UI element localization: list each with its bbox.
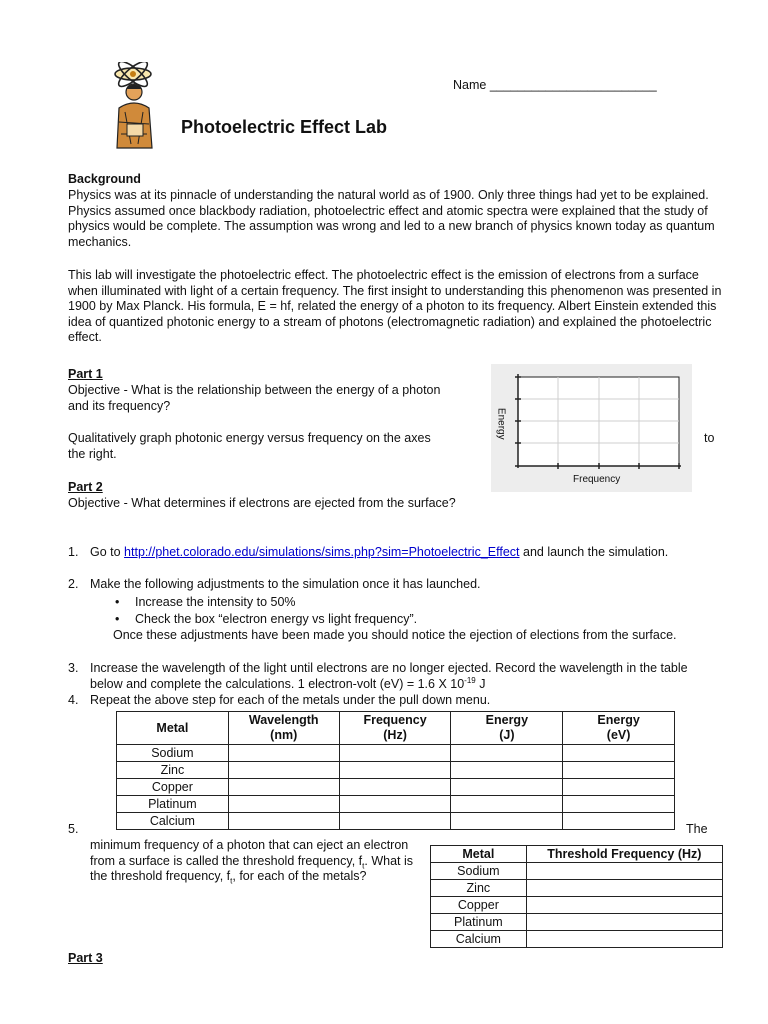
background-paragraph-1: Physics was at its pinnacle of understanding the natural world as of 1900. Only three things had yet to be explained. Physics assumed once blackbody radiation, photoelectric effect and atomic spectra were explained that the study of physics would be complete. The assumption was wrong and led to a new branch of physics known today as quantum mechanics.: [68, 188, 715, 249]
part1-objective: Objective - What is the relationship between the energy of a photon and its frequency?: [68, 383, 441, 413]
answer-cell[interactable]: [339, 745, 451, 762]
step-5-number: 5.: [68, 822, 79, 836]
answer-cell[interactable]: [339, 779, 451, 796]
metal-cell: Calcium: [431, 931, 527, 948]
part1-the-right: the right.: [68, 447, 117, 461]
part1-instruction: Qualitatively graph photonic energy versus frequency on the axes: [68, 431, 431, 445]
background-paragraph-2: This lab will investigate the photoelectric effect. The photoelectric effect is the emission of electrons from a surface when illuminated with light of a certain frequency. The first insight to understanding this phenomenon was presented in 1900 by Max Planck. His formula, E = hf, related the energy of a photon to its frequency. Albert Einstein extended this idea of quantized photonic energy to a stream of photons (electromagnetic radiation) and explained the photoelectric effect.: [68, 268, 722, 344]
step-2-bullet-1: Increase the intensity to 50%: [135, 595, 296, 609]
name-field[interactable]: Name ________________________: [453, 78, 657, 92]
threshold-frequency-table: [430, 845, 723, 948]
table-header: Metal: [431, 846, 527, 863]
step-2-number: 2.: [68, 577, 79, 591]
table-header: Energy (eV): [563, 712, 675, 745]
answer-cell[interactable]: [563, 813, 675, 830]
answer-cell[interactable]: [526, 914, 722, 931]
energy-frequency-graph[interactable]: [491, 364, 692, 492]
step-2-bullet-2: Check the box “electron energy vs light frequency”.: [135, 612, 418, 626]
table-header: Energy (J): [451, 712, 563, 745]
step-3-number: 3.: [68, 661, 79, 675]
answer-cell[interactable]: [563, 796, 675, 813]
metal-cell: Platinum: [431, 914, 527, 931]
answer-cell[interactable]: [228, 813, 339, 830]
table-header: Frequency (Hz): [339, 712, 451, 745]
table-header: Metal: [117, 712, 229, 745]
answer-cell[interactable]: [451, 779, 563, 796]
metal-cell: Zinc: [431, 880, 527, 897]
graph-x-label: Frequency: [573, 474, 621, 485]
graph-y-label: Energy: [495, 407, 507, 440]
table-header: Threshold Frequency (Hz): [526, 846, 722, 863]
metal-cell: Zinc: [117, 762, 229, 779]
step-1-text: Go to http://phet.colorado.edu/simulations/sims.php?sim=Photoelectric_Effect and launch the simulation.: [90, 545, 669, 559]
answer-cell[interactable]: [339, 813, 451, 830]
answer-cell[interactable]: [339, 762, 451, 779]
background-heading: Background: [68, 172, 141, 186]
part2-heading: Part 2: [68, 480, 103, 494]
wavelength-table: [116, 711, 675, 830]
step-5-the: The: [686, 822, 708, 836]
answer-cell[interactable]: [526, 863, 722, 880]
metal-cell: Copper: [431, 897, 527, 914]
phet-simulation-link[interactable]: http://phet.colorado.edu/simulations/sims.php?sim=Photoelectric_Effect: [124, 545, 520, 559]
metal-cell: Platinum: [117, 796, 229, 813]
answer-cell[interactable]: [228, 779, 339, 796]
scientist-logo: [105, 62, 165, 152]
bullet-icon: •: [115, 612, 120, 626]
answer-cell[interactable]: [526, 897, 722, 914]
part1-heading: Part 1: [68, 367, 103, 381]
metal-cell: Calcium: [117, 813, 229, 830]
answer-cell[interactable]: [451, 762, 563, 779]
step-1-number: 1.: [68, 545, 79, 559]
answer-cell[interactable]: [228, 745, 339, 762]
step-5-text: minimum frequency of a photon that can eject an electron from a surface is called the threshold frequency, $f_t$. What is the threshold frequency, $f_t$, for each of the metals?: [90, 838, 413, 886]
table-header: Wavelength (nm): [228, 712, 339, 745]
step-2-text: Make the following adjustments to the simulation once it has launched.: [90, 577, 481, 591]
answer-cell[interactable]: [526, 880, 722, 897]
answer-cell[interactable]: [228, 762, 339, 779]
answer-cell[interactable]: [451, 745, 563, 762]
metal-cell: Copper: [117, 779, 229, 796]
step-4-text: Repeat the above step for each of the metals under the pull down menu.: [90, 693, 491, 707]
answer-cell[interactable]: [339, 796, 451, 813]
answer-cell[interactable]: [451, 813, 563, 830]
part1-to: to: [704, 431, 715, 445]
answer-cell[interactable]: [563, 762, 675, 779]
bullet-icon: •: [115, 595, 120, 609]
answer-cell[interactable]: [451, 796, 563, 813]
step-3-text: Increase the wavelength of the light until electrons are no longer ejected. Record the wavelength in the table below and complete the calculations. 1 electron-volt (eV) = 1.6 X $10^{-19}$ J: [90, 661, 688, 691]
metal-cell: Sodium: [431, 863, 527, 880]
metal-cell: Sodium: [117, 745, 229, 762]
answer-cell[interactable]: [526, 931, 722, 948]
step-4-number: 4.: [68, 693, 79, 707]
part3-heading: Part 3: [68, 951, 103, 965]
page-title: Photoelectric Effect Lab: [181, 117, 388, 137]
part2-objective: Objective - What determines if electrons are ejected from the surface?: [68, 496, 456, 510]
answer-cell[interactable]: [228, 796, 339, 813]
step-2-note: Once these adjustments have been made you should notice the ejection of elections from the surface.: [113, 628, 677, 642]
answer-cell[interactable]: [563, 779, 675, 796]
answer-cell[interactable]: [563, 745, 675, 762]
